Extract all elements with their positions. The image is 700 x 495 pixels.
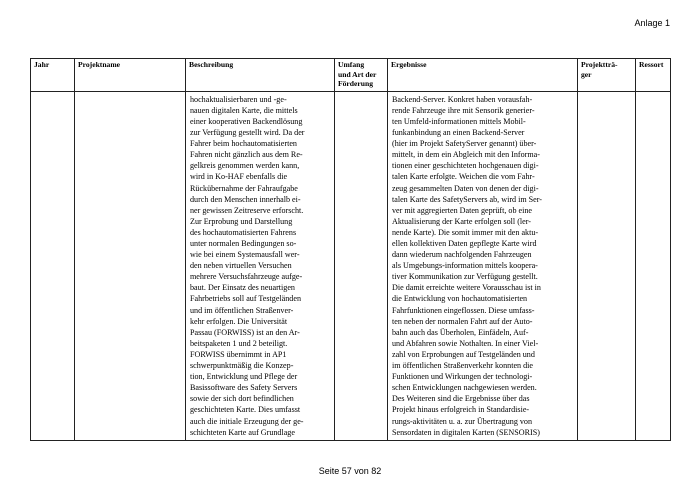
- cell-beschreibung: [186, 91, 335, 440]
- text-line: Die damit erreichte weitere Vorausschau ist in: [392, 283, 541, 293]
- text-line: durch den Menschen innerhalb ei-: [190, 194, 301, 204]
- text-line: den neben virtuellen Versuchen: [190, 261, 292, 271]
- text-line: auch die initiale Erzeugung der ge-: [190, 416, 304, 426]
- text-line: Projekt hinaus erfolgreich in Standardisie-: [392, 405, 530, 415]
- table-header-row: [31, 59, 671, 92]
- text-line: rungs-aktivitäten u. a. zur Übertragung von: [392, 416, 533, 426]
- text-line: Fahrbetriebs soll auf Testgeländen: [190, 294, 301, 304]
- text-line: und Abfahren sowie Nothalten. In einer Viel-: [392, 338, 539, 348]
- cell-ressort: [636, 91, 671, 440]
- text-line: Basissoftware des Safety Servers: [190, 383, 298, 393]
- text-line: zeug gesammelten Daten von denen der digi-: [392, 183, 539, 193]
- text-line: und im öffentlichen Straßenver-: [190, 305, 294, 315]
- text-line: gelkreis genommen werden kann,: [190, 161, 300, 171]
- text-line: einer kooperativen Backendlösung: [190, 116, 303, 126]
- text-line: Sensordaten in digitalen Karten (SENSORIS): [392, 427, 540, 437]
- col-header-umfang: [335, 59, 388, 92]
- text-line: Fahrer beim hochautomatisierten: [190, 139, 297, 149]
- text-line: im öffentlichen Straßenverkehr konnten die: [392, 361, 533, 371]
- text-line: baut. Der Einsatz des neuartigen: [190, 283, 295, 293]
- cell-umfang: [335, 91, 388, 440]
- text-line: FORWISS übernimmt in AP1: [190, 349, 287, 359]
- text-line: ver mit aggregierten Daten geprüft, ob eine: [392, 205, 533, 215]
- text-line: zahl von Erprobungen auf Testgeländen und: [392, 349, 535, 359]
- text-line: des hochautomatisierten Fahrens: [190, 227, 297, 237]
- text-line: sowie der sich dort befindlichen: [190, 394, 294, 404]
- col-header-umfang-line: Förderung: [338, 79, 374, 89]
- text-line: talen Karte erfolgte. Weichen die vom Fahr-: [392, 172, 535, 182]
- text-line: Des Weiteren sind die Ergebnisse über das: [392, 394, 530, 404]
- text-line: Rückübernahme der Fahraufgabe: [190, 183, 298, 193]
- text-line: unter normalen Bedingungen so-: [190, 239, 297, 248]
- text-line: kehr erfolgen. Die Universität: [190, 316, 288, 326]
- table-row: [31, 91, 671, 440]
- text-line: mehrere Versuchsfahrzeuge aufge-: [190, 272, 303, 282]
- text-line: nende Karte). Die somit immer mit den aktu-: [392, 227, 539, 237]
- text-line: beitspaketen 1 und 2 beteiligt.: [190, 338, 288, 348]
- text-line: die Entwicklung von hochautomatisierten: [392, 294, 528, 304]
- text-line: geschichteten Karte. Dies umfasst: [190, 405, 301, 415]
- text-line: Backend-Server. Konkret haben vorausfah-: [392, 94, 533, 104]
- text-line: hochaktualisierbaren und -ge-: [190, 94, 287, 104]
- text-line: ten Umfeld-informationen mittels Mobil-: [392, 116, 526, 126]
- text-line: Funktionen und Wirkungen der technologi-: [392, 372, 533, 382]
- attachment-label: Anlage 1: [634, 18, 670, 28]
- text-line: schichteten Karte auf Grundlage: [190, 427, 295, 437]
- text-line: Fahrfunktionen eingeflossen. Diese umfass-: [392, 305, 535, 315]
- text-line: talen Karte des SafetyServers ab, wird im Ser-: [392, 194, 542, 204]
- text-line: (hier im Projekt SafetyServer genannt) über-: [392, 139, 537, 149]
- text-line: schen Entwicklungen nachgewiesen werden.: [392, 383, 537, 393]
- page-number: Seite 57 von 82: [318, 466, 382, 476]
- text-line: tion, Entwicklung und Pflege der: [190, 372, 298, 382]
- text-line: wird in Ko-HAF ebenfalls die: [190, 172, 288, 182]
- text-line: tionen einer geschichteten hochgenauen digi-: [392, 161, 539, 171]
- text-line: Fahren nicht gänzlich aus dem Re-: [190, 150, 303, 160]
- text-line: ner gewissen Zeitreserve erforscht.: [190, 205, 304, 215]
- text-line: als Umgebungs-information mittels koopera-: [392, 261, 538, 271]
- cell-projekttraeger: [578, 91, 636, 440]
- text-line: rende Fahrzeuge ihre mit Sensorik generier-: [392, 105, 535, 115]
- col-header-umfang-line: und Art der: [338, 69, 377, 79]
- col-header-umfang-line: Umfang: [338, 60, 365, 69]
- col-header-ergebnisse: Ergebnisse: [388, 59, 578, 92]
- text-line: nauen digitalen Karte, die mittels: [190, 105, 298, 115]
- text-line: Aktualisierung der Karte erfolgen soll (ler-: [392, 216, 531, 226]
- col-header-traeger-line: ger: [581, 69, 592, 79]
- col-header-traeger-line: Projektträ-: [581, 60, 618, 69]
- text-line: dann wiederum nachfolgenden Fahrzeugen: [392, 250, 532, 260]
- text-line: mittelt, in dem ein Abgleich mit den Informa-: [392, 150, 540, 160]
- col-header-projekttraeger: [578, 59, 636, 92]
- cell-projektname: [75, 91, 186, 440]
- col-header-jahr: Jahr: [31, 59, 75, 92]
- text-line: zur Verfügung gestellt wird. Da der: [190, 128, 305, 138]
- cell-jahr: [31, 91, 75, 440]
- text-line: wie bei einem Systemausfall wer-: [190, 250, 300, 260]
- project-table: [30, 58, 671, 441]
- text-line: ten neben der normalen Fahrt auf der Auto-: [392, 316, 533, 326]
- col-header-beschreibung: Beschreibung: [186, 59, 335, 92]
- text-line: schwerpunktmäßig die Konzep-: [190, 361, 294, 371]
- text-line: ellen kollektiven Daten gepflegte Karte wird: [392, 239, 537, 248]
- cell-ergebnisse: [388, 91, 578, 440]
- text-line: bahn auch das Überholen, Einfädeln, Auf-: [392, 327, 529, 337]
- text-line: Passau (FORWISS) ist an den Ar-: [190, 327, 300, 337]
- col-header-projektname: Projektname: [75, 59, 186, 92]
- text-line: funkanbindung an einen Backend-Server: [392, 128, 525, 138]
- text-line: tiver Kommunikation zur Verfügung gestellt.: [392, 272, 538, 282]
- col-header-ressort: Ressort: [636, 59, 671, 92]
- text-line: Zur Erprobung und Darstellung: [190, 216, 293, 226]
